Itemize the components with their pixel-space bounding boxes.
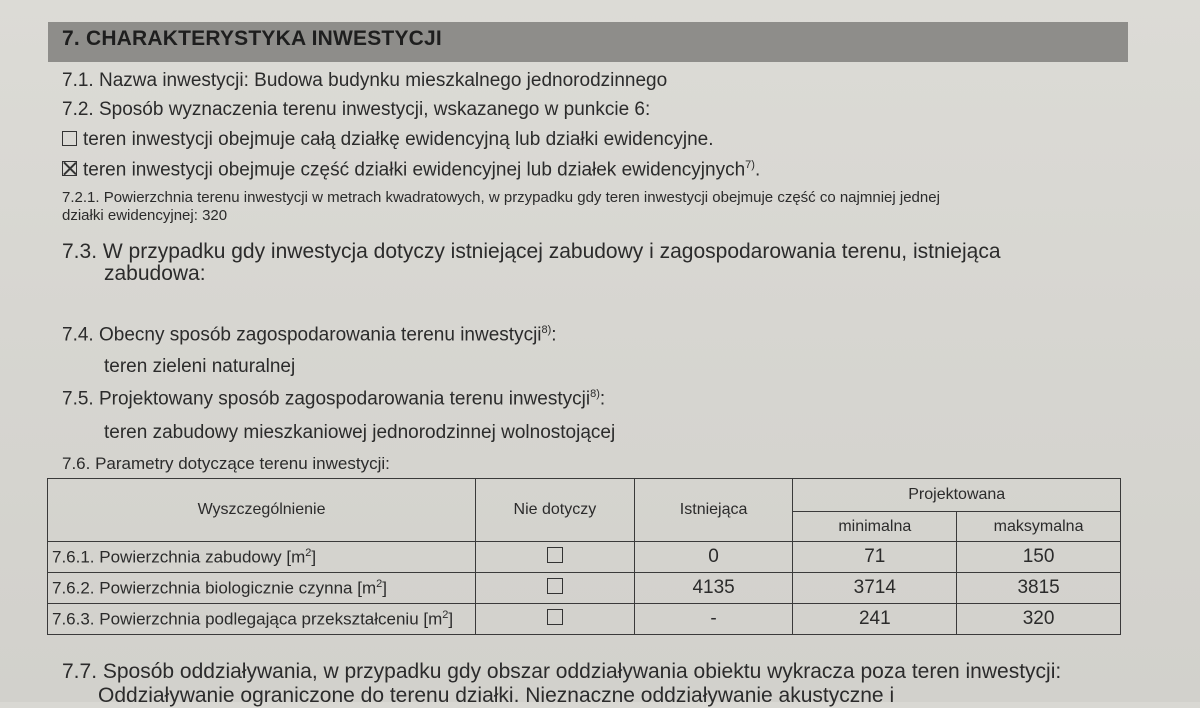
header-maksymalna: maksymalna [957,512,1121,542]
item-7-4-value: teren zieleni naturalnej [104,356,296,377]
item-7-7: 7.7. Sposób oddziaływania, w przypadku gdy obszar oddziaływania obiektu wykracza poza teren inwestycji: [62,660,1062,683]
item-7-5: 7.5. Projektowany sposób zagospodarowania terenu inwestycji$^{8)}$: [62,388,606,410]
option-whole-plot-label: teren inwestycji obejmuje całą działkę ewidencyjną lub działki ewidencyjne. [83,129,714,150]
nie-dotyczy-checkbox[interactable] [547,609,563,625]
item-7-2: 7.2. Sposób wyznaczenia terenu inwestycji, wskazanego w punkcie 6: [62,99,651,120]
row-label: 7.6.3. Powierzchnia podlegająca przekształceniu $[m^2]$ [48,604,476,635]
section-title: 7. CHARAKTERYSTYKA INWESTYCJI [62,27,442,50]
nie-dotyczy-cell [476,573,635,604]
istniejaca-value: 0 [634,542,793,573]
option-part-plot-tail: . [754,159,761,181]
header-wyszczegolnienie: Wyszczególnienie [48,479,476,542]
item-7-4: 7.4. Obecny sposób zagospodarowania terenu inwestycji$^{8)}$: [62,324,557,346]
footnote-ref: 8) [590,388,600,400]
nie-dotyczy-cell [476,604,635,635]
item-7-3-line1: 7.3. W przypadku gdy inwestycja dotyczy istniejącej zabudowy i zagospodarowania terenu, istniejąca [62,240,1001,263]
nie-dotyczy-cell [476,542,635,573]
istniejaca-value: 4135 [634,573,793,604]
checkbox-part-plot[interactable] [62,161,77,176]
min-value: 71 [793,542,957,573]
nie-dotyczy-checkbox[interactable] [547,578,563,594]
item-7-7-value: Oddziaływanie ograniczone do terenu działki. Nieznaczne oddziaływanie akustyczne i [98,684,895,707]
item-7-5-label: 7.5. Projektowany sposób zagospodarowania terenu inwestycji [62,388,591,410]
header-projektowana: Projektowana [793,479,1121,512]
parameters-table [47,478,1121,635]
item-7-3-line2: zabudowa: [104,262,206,285]
min-value: 3714 [793,573,957,604]
max-value: 3815 [957,573,1121,604]
table-row [48,604,1121,635]
option-part-plot [62,159,760,181]
footnote-ref: 7) [745,159,755,171]
item-7-2-1-line1: 7.2.1. Powierzchnia terenu inwestycji w metrach kwadratowych, w przypadku gdy teren inwestycji obejmuje część co najmniej jednej [62,189,940,206]
row-label: 7.6.2. Powierzchnia biologicznie czynna $[m^2]$ [48,573,476,604]
header-istniejaca: Istniejąca [634,479,793,542]
item-7-5-value: teren zabudowy mieszkaniowej jednorodzinnej wolnostojącej [104,422,616,443]
option-whole-plot [62,129,714,151]
header-nie-dotyczy: Nie dotyczy [476,479,635,542]
nie-dotyczy-checkbox[interactable] [547,547,563,563]
option-part-plot-label: teren inwestycji obejmuje część działki ewidencyjnej lub działek ewidencyjnych [83,159,746,181]
istniejaca-value: - [634,604,793,635]
max-value: 320 [957,604,1121,635]
table-row [48,573,1121,604]
item-7-4-label: 7.4. Obecny sposób zagospodarowania terenu inwestycji [62,324,542,346]
row-label: 7.6.1. Powierzchnia zabudowy $[m^2]$ [48,542,476,573]
max-value: 150 [957,542,1121,573]
item-7-1: 7.1. Nazwa inwestycji: Budowa budynku mieszkalnego jednorodzinnego [62,70,668,91]
item-7-6: 7.6. Parametry dotyczące terenu inwestycji: [62,454,390,473]
item-7-2-1-line2: działki ewidencyjnej: 320 [62,207,228,224]
min-value: 241 [793,604,957,635]
header-minimalna: minimalna [793,512,957,542]
table-row [48,542,1121,573]
footnote-ref: 8) [541,324,552,336]
checkbox-whole-plot[interactable] [62,131,77,146]
